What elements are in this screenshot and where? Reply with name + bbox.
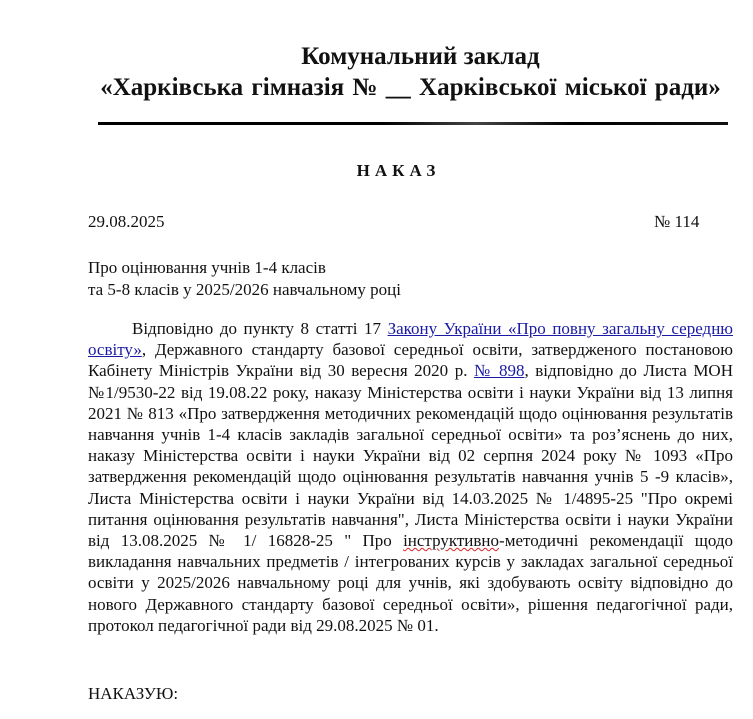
preamble-text-1: Відповідно до пункту 8 статті 17	[132, 319, 388, 338]
order-directive-heading: НАКАЗУЮ:	[88, 684, 179, 703]
header-divider	[98, 122, 728, 125]
institution-name: «Харківська гімназія № __ Харківської міської ради»	[100, 74, 721, 101]
order-subject	[88, 257, 401, 301]
institution-type: Комунальний заклад	[301, 43, 540, 70]
document-title: НАКАЗ	[356, 161, 441, 180]
preamble-text-4: -методичні рекомендації щодо викладання навчальних предметів / інтегрованих курсів у закладах загальної середньої освіти у 2025/2026 навчальному році для учнів, які здобувають освіту відповідно до нового Державного стандарту базової середньої освіти», рішення педагогічної ради, протокол педагогічної ради від 29.08.2025 № 01.	[88, 531, 733, 635]
order-number: № 114	[654, 212, 700, 231]
subject-line-1: Про оцінювання учнів 1-4 класів	[88, 258, 326, 277]
resolution-898-link[interactable]: № 898	[473, 361, 525, 381]
subject-line-2: та 5-8 класів у 2025/2026 навчальному році	[88, 280, 402, 299]
law-link[interactable]: Закону України «Про повну загальну середню освіту»	[88, 319, 733, 360]
spellcheck-flagged-word: інструктивно	[403, 531, 500, 551]
preamble-paragraph	[88, 318, 733, 636]
order-date: 29.08.2025	[88, 212, 165, 231]
preamble-text-2: , Державного стандарту базової середньої освіти, затвердженого постановою Кабінету Міністрів України від 30 вересня 2020 р.	[88, 340, 733, 381]
preamble-text-3: , відповідно до Листа МОН №1/9530-22 від 19.08.22 року, наказу Міністерства освіти і науки України від 13 липня 2021 № 813 «Про затвердження методичних рекомендацій щодо оцінювання результатів навчання учнів 1-4 класів закладів загальної середньої освіти» та роз’яснень до них, наказу Міністерства освіти і науки України від 02 серпня 2024 року № 1093 «Про затвердження рекомендацій щодо оцінювання результатів навчання учнів 5 -9 класів», Листа Міністерства освіти і науки України від 14.03.2025 № 1/4895-25 "Про окремі питання оцінювання результатів навчання", Листа Міністерства освіти і науки України від 13.08.2025 № 1/ 16828-25 " Про	[88, 361, 733, 551]
